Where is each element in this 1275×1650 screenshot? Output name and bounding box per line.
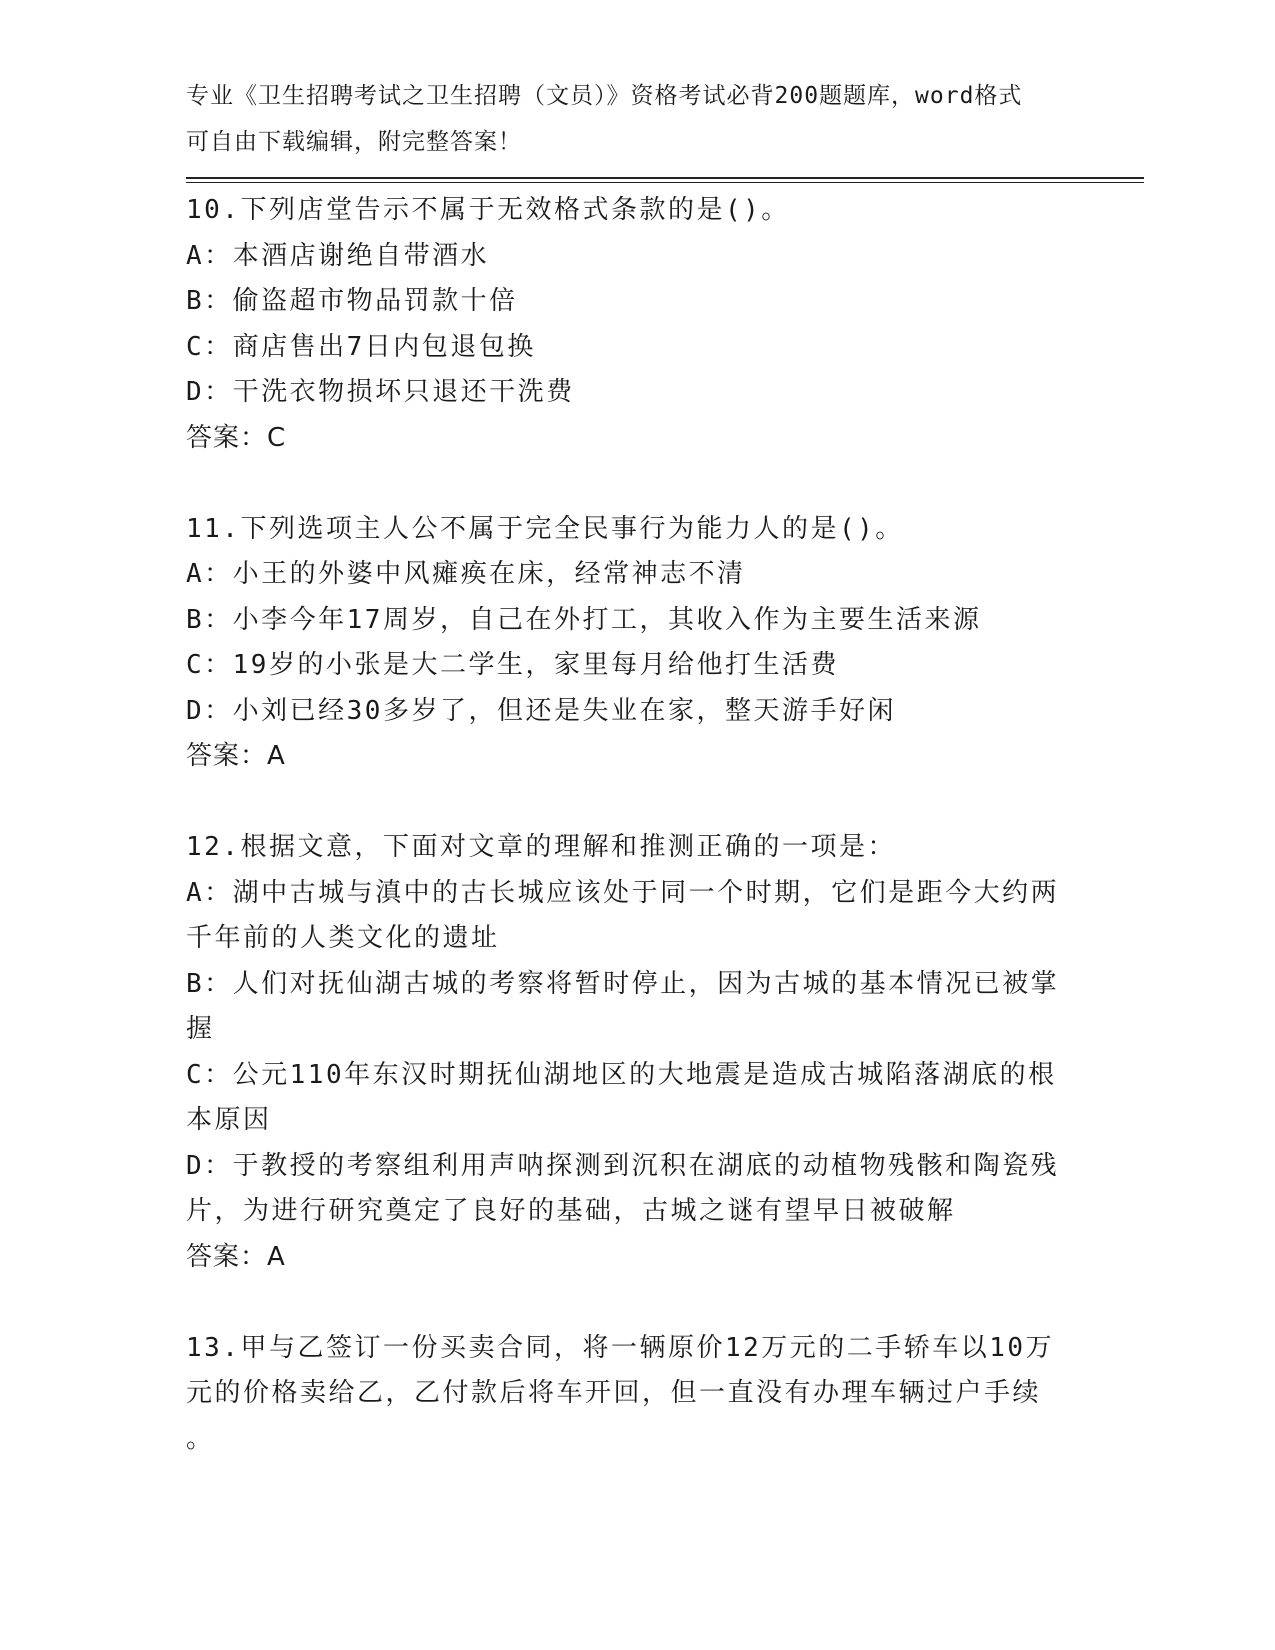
- option-b: B：小李今年17周岁，自己在外打工，其收入作为主要生活来源: [186, 604, 982, 635]
- answer-line: 答案：A: [186, 741, 286, 771]
- option-b: B：偷盗超市物品罚款十倍: [186, 286, 518, 316]
- question-stem: 13.甲与乙签订一份买卖合同，将一辆原价12万元的二手轿车以10万: [186, 1332, 1055, 1363]
- option-d-continued: 片，为进行研究奠定了良好的基础，古城之谜有望早日被破解: [186, 1196, 956, 1226]
- question-stem: 11.下列选项主人公不属于完全民事行为能力人的是()。: [186, 513, 904, 544]
- question-stem: 12.根据文意，下面对文章的理解和推测正确的一项是：: [186, 832, 896, 862]
- question-stem-continued: 元的价格卖给乙，乙付款后将车开回，但一直没有办理车辆过户手续: [186, 1378, 1042, 1408]
- option-c-continued: 本原因: [186, 1105, 272, 1135]
- option-b: B：人们对抚仙湖古城的考察将暂时停止，因为古城的基本情况已被掌: [186, 968, 1060, 999]
- question-block: [186, 825, 1066, 1280]
- option-d: D：于教授的考察组利用声呐探测到沉积在湖底的动植物残骸和陶瓷残: [186, 1150, 1060, 1181]
- question-block: [186, 1326, 1066, 1463]
- option-d: D：小刘已经30多岁了，但还是失业在家，整天游手好闲: [186, 695, 896, 726]
- option-a-continued: 千年前的人类文化的遗址: [186, 923, 500, 953]
- option-a: A：本酒店谢绝自带酒水: [186, 240, 490, 271]
- option-b-continued: 握: [186, 1014, 215, 1044]
- answer-line: 答案：A: [186, 1241, 286, 1272]
- question-list: [186, 188, 1066, 1462]
- header-line: 专业《卫生招聘考试之卫生招聘（文员）》资格考试必背200题题库，word格式: [186, 83, 1023, 109]
- option-d: D：干洗衣物损坏只退还干洗费: [186, 377, 575, 407]
- header-divider: [186, 177, 1144, 179]
- document-header: [186, 74, 1066, 165]
- question-stem: 10.下列店堂告示不属于无效格式条款的是()。: [186, 195, 790, 225]
- option-a: A：小王的外婆中风瘫痪在床，经常神志不清: [186, 559, 746, 589]
- question-block: [186, 188, 1066, 461]
- question-spacer: [186, 461, 1066, 507]
- answer-line: 答案：C: [186, 422, 287, 453]
- option-c: C：公元110年东汉时期抚仙湖地区的大地震是造成古城陷落湖底的根: [186, 1059, 1057, 1090]
- question-stem-continued: 。: [186, 1423, 215, 1454]
- option-c: C：商店售出7日内包退包换: [186, 331, 536, 362]
- question-spacer: [186, 1280, 1066, 1326]
- header-divider-thin: [186, 182, 1144, 183]
- question-block: [186, 507, 1066, 780]
- question-spacer: [186, 780, 1066, 826]
- header-line: 可自由下载编辑，附完整答案！: [186, 128, 522, 155]
- option-a: A：湖中古城与滇中的古长城应该处于同一个时期，它们是距今大约两: [186, 877, 1060, 908]
- option-c: C：19岁的小张是大二学生，家里每月给他打生活费: [186, 650, 839, 680]
